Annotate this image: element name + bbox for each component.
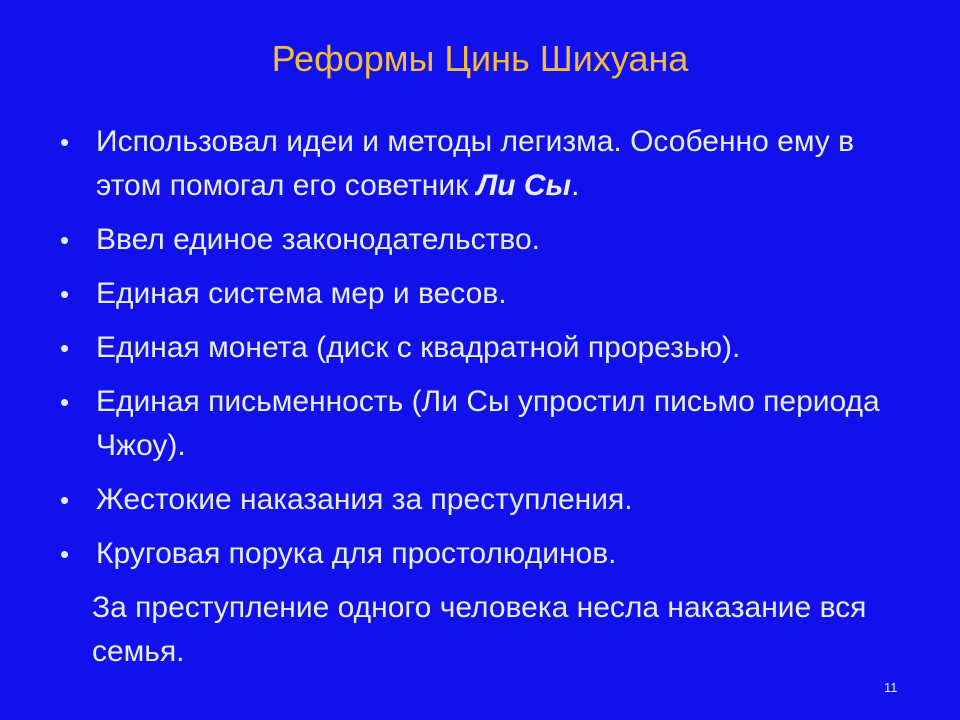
list-item — [60, 120, 920, 208]
list-item — [60, 532, 920, 576]
bullet-icon: • — [60, 539, 70, 569]
tail-paragraph: За преступление одного человека несла наказание вся семья. — [92, 591, 867, 668]
bullet-icon: • — [60, 279, 70, 309]
list-item-text: Единая письменность (Ли Сы упростил письмо периода Чжоу). — [96, 385, 880, 462]
bullet-icon: • — [60, 387, 70, 417]
page-number: 11 — [884, 680, 898, 695]
list-item-text: Использовал идеи и методы легизма. Особенно ему в этом помогал его советник — [96, 125, 855, 202]
slide-body — [60, 120, 920, 674]
list-item-text: Ввел единое законодательство. — [96, 223, 540, 256]
list-item — [60, 218, 920, 262]
list-item — [60, 326, 920, 370]
list-item — [60, 478, 920, 522]
bullet-icon: • — [60, 333, 70, 363]
list-item-text: Круговая порука для простолюдинов. — [96, 537, 617, 570]
bullet-icon: • — [60, 225, 70, 255]
list-item — [60, 272, 920, 316]
list-item-suffix: . — [571, 169, 580, 202]
bullet-icon: • — [60, 485, 70, 515]
list-item-text: Единая монета (диск с квадратной прорезью). — [96, 331, 741, 364]
list-item-text: Единая система мер и весов. — [96, 277, 507, 310]
bullet-icon: • — [60, 127, 70, 157]
list-item — [60, 380, 920, 468]
list-item-text: Жестокие наказания за преступления. — [96, 483, 633, 516]
slide-title: Реформы Цинь Шихуана — [271, 38, 689, 79]
list-item-emphasis: Ли Сы — [476, 169, 572, 202]
